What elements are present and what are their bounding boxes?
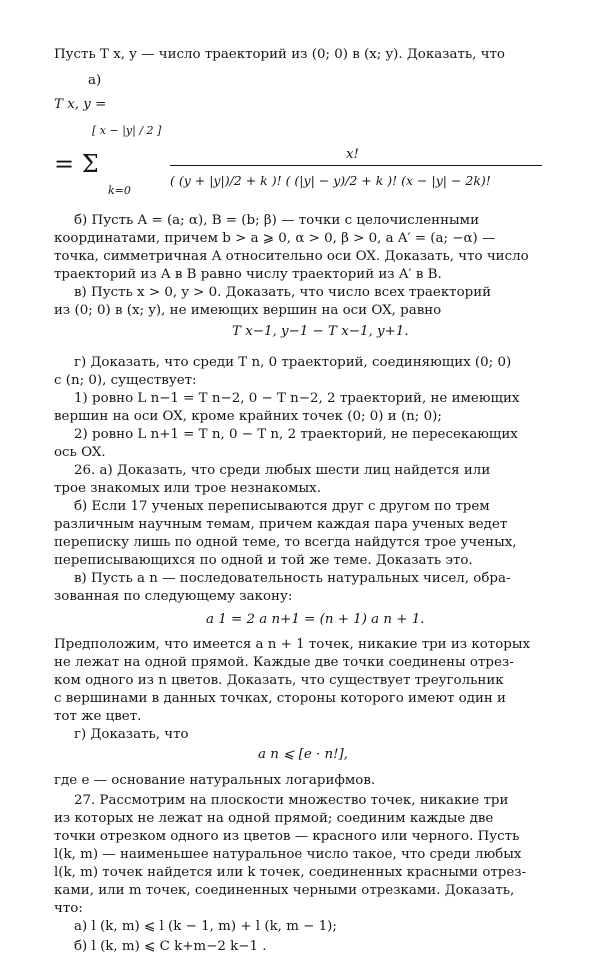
text-line: l(k, m) — наименьшее натуральное число такое, что среди любых	[54, 847, 522, 862]
text-line: ками, или m точек, соединенных черными отрезками. Доказать,	[54, 883, 515, 898]
text-line: что:	[54, 901, 83, 916]
fraction-numerator: x!	[346, 147, 359, 162]
text-line: вершин на оси OX, кроме крайних точек (0; 0) и (n; 0);	[54, 409, 442, 424]
text-line: б) l (k, m) ⩽ C k+m−2 k−1 .	[74, 939, 267, 954]
text-line: переписывающихся по одной и той же теме. Доказать это.	[54, 553, 473, 568]
text-line: трое знакомых или трое незнакомых.	[54, 481, 321, 496]
text-line: зованная по следующему закону:	[54, 589, 293, 604]
fraction-denominator: ( (y + |y|)/2 + k )! ( (|y| − y)/2 + k )! (x − |y| − 2k)!	[170, 173, 491, 188]
text-line: 2) ровно L n+1 = T n, 0 − T n, 2 траекторий, не пересекающих	[74, 427, 518, 442]
formula-line: a 1 = 2 a n+1 = (n + 1) a n + 1.	[206, 612, 425, 627]
text-line: тот же цвет.	[54, 709, 142, 724]
text-line: б) Пусть A = (a; α), B = (b; β) — точки с целочисленными	[74, 213, 480, 228]
text-line: точки отрезком одного из цветов — красного или черного. Пусть	[54, 829, 520, 844]
text-line: из (0; 0) в (x; y), не имеющих вершин на оси OX, равно	[54, 303, 442, 318]
text-line: ком одного из n цветов. Доказать, что существует треугольник	[54, 673, 504, 688]
text-line: различным научным темам, причем каждая пара ученых ведет	[54, 517, 508, 532]
text-line: Предположим, что имеется a n + 1 точек, никакие три из которых	[54, 637, 531, 652]
text-line: в) Пусть x > 0, y > 0. Доказать, что число всех траекторий	[74, 285, 492, 300]
text-line: где e — основание натуральных логарифмов.	[54, 773, 376, 788]
text-line: переписку лишь по одной теме, то всегда найдутся трое ученых,	[54, 535, 517, 550]
text-line: в) Пусть a n — последовательность натуральных чисел, обра-	[74, 571, 511, 586]
problem-27-heading: 27. Рассмотрим на плоскости множество точек, никакие три	[74, 793, 509, 808]
text-line: Пусть T x, y — число траекторий из (0; 0) в (x; y). Доказать, что	[54, 47, 505, 62]
text-line: траекторий из A в B равно числу траекторий из A′ в B.	[54, 267, 442, 282]
formula-lhs: T x, y =	[54, 97, 107, 112]
sum-sign: = Σ	[54, 150, 99, 178]
text-line: а) l (k, m) ⩽ l (k − 1, m) + l (k, m − 1);	[74, 919, 337, 934]
text-line: l(k, m) точек найдется или k точек, соединенных красными отрез-	[54, 865, 527, 880]
sum-lower-limit: k=0	[108, 184, 131, 197]
text-line: не лежат на одной прямой. Каждые две точки соединены отрез-	[54, 655, 514, 670]
text-line: ось OX.	[54, 445, 106, 460]
text-line: с (n; 0), существует:	[54, 373, 197, 388]
problem-26-heading: 26. а) Доказать, что среди любых шести лиц найдется или	[74, 463, 491, 478]
formula-line: a n ⩽ [e · n!],	[258, 747, 349, 762]
sum-upper-limit: [ x − |y| / 2 ]	[92, 124, 162, 137]
formula-line: T x−1, y−1 − T x−1, y+1.	[232, 324, 409, 339]
text-line: с вершинами в данных точках, стороны которого имеют один и	[54, 691, 506, 706]
text-line: точка, симметричная A относительно оси OX. Доказать, что число	[54, 249, 529, 264]
text-line: координатами, причем b > a ⩾ 0, α > 0, β > 0, а A′ = (a; −α) —	[54, 231, 496, 246]
text-line: б) Если 17 ученых переписываются друг с другом по трем	[74, 499, 490, 514]
text-line: 1) ровно L n−1 = T n−2, 0 − T n−2, 2 траекторий, не имеющих	[74, 391, 520, 406]
text-line: из которых не лежат на одной прямой; соединим каждые две	[54, 811, 494, 826]
text-line: г) Доказать, что среди T n, 0 траекторий, соединяющих (0; 0)	[74, 355, 512, 370]
text-line: г) Доказать, что	[74, 727, 189, 742]
item-label: а)	[88, 73, 102, 88]
fraction-bar	[170, 165, 542, 166]
